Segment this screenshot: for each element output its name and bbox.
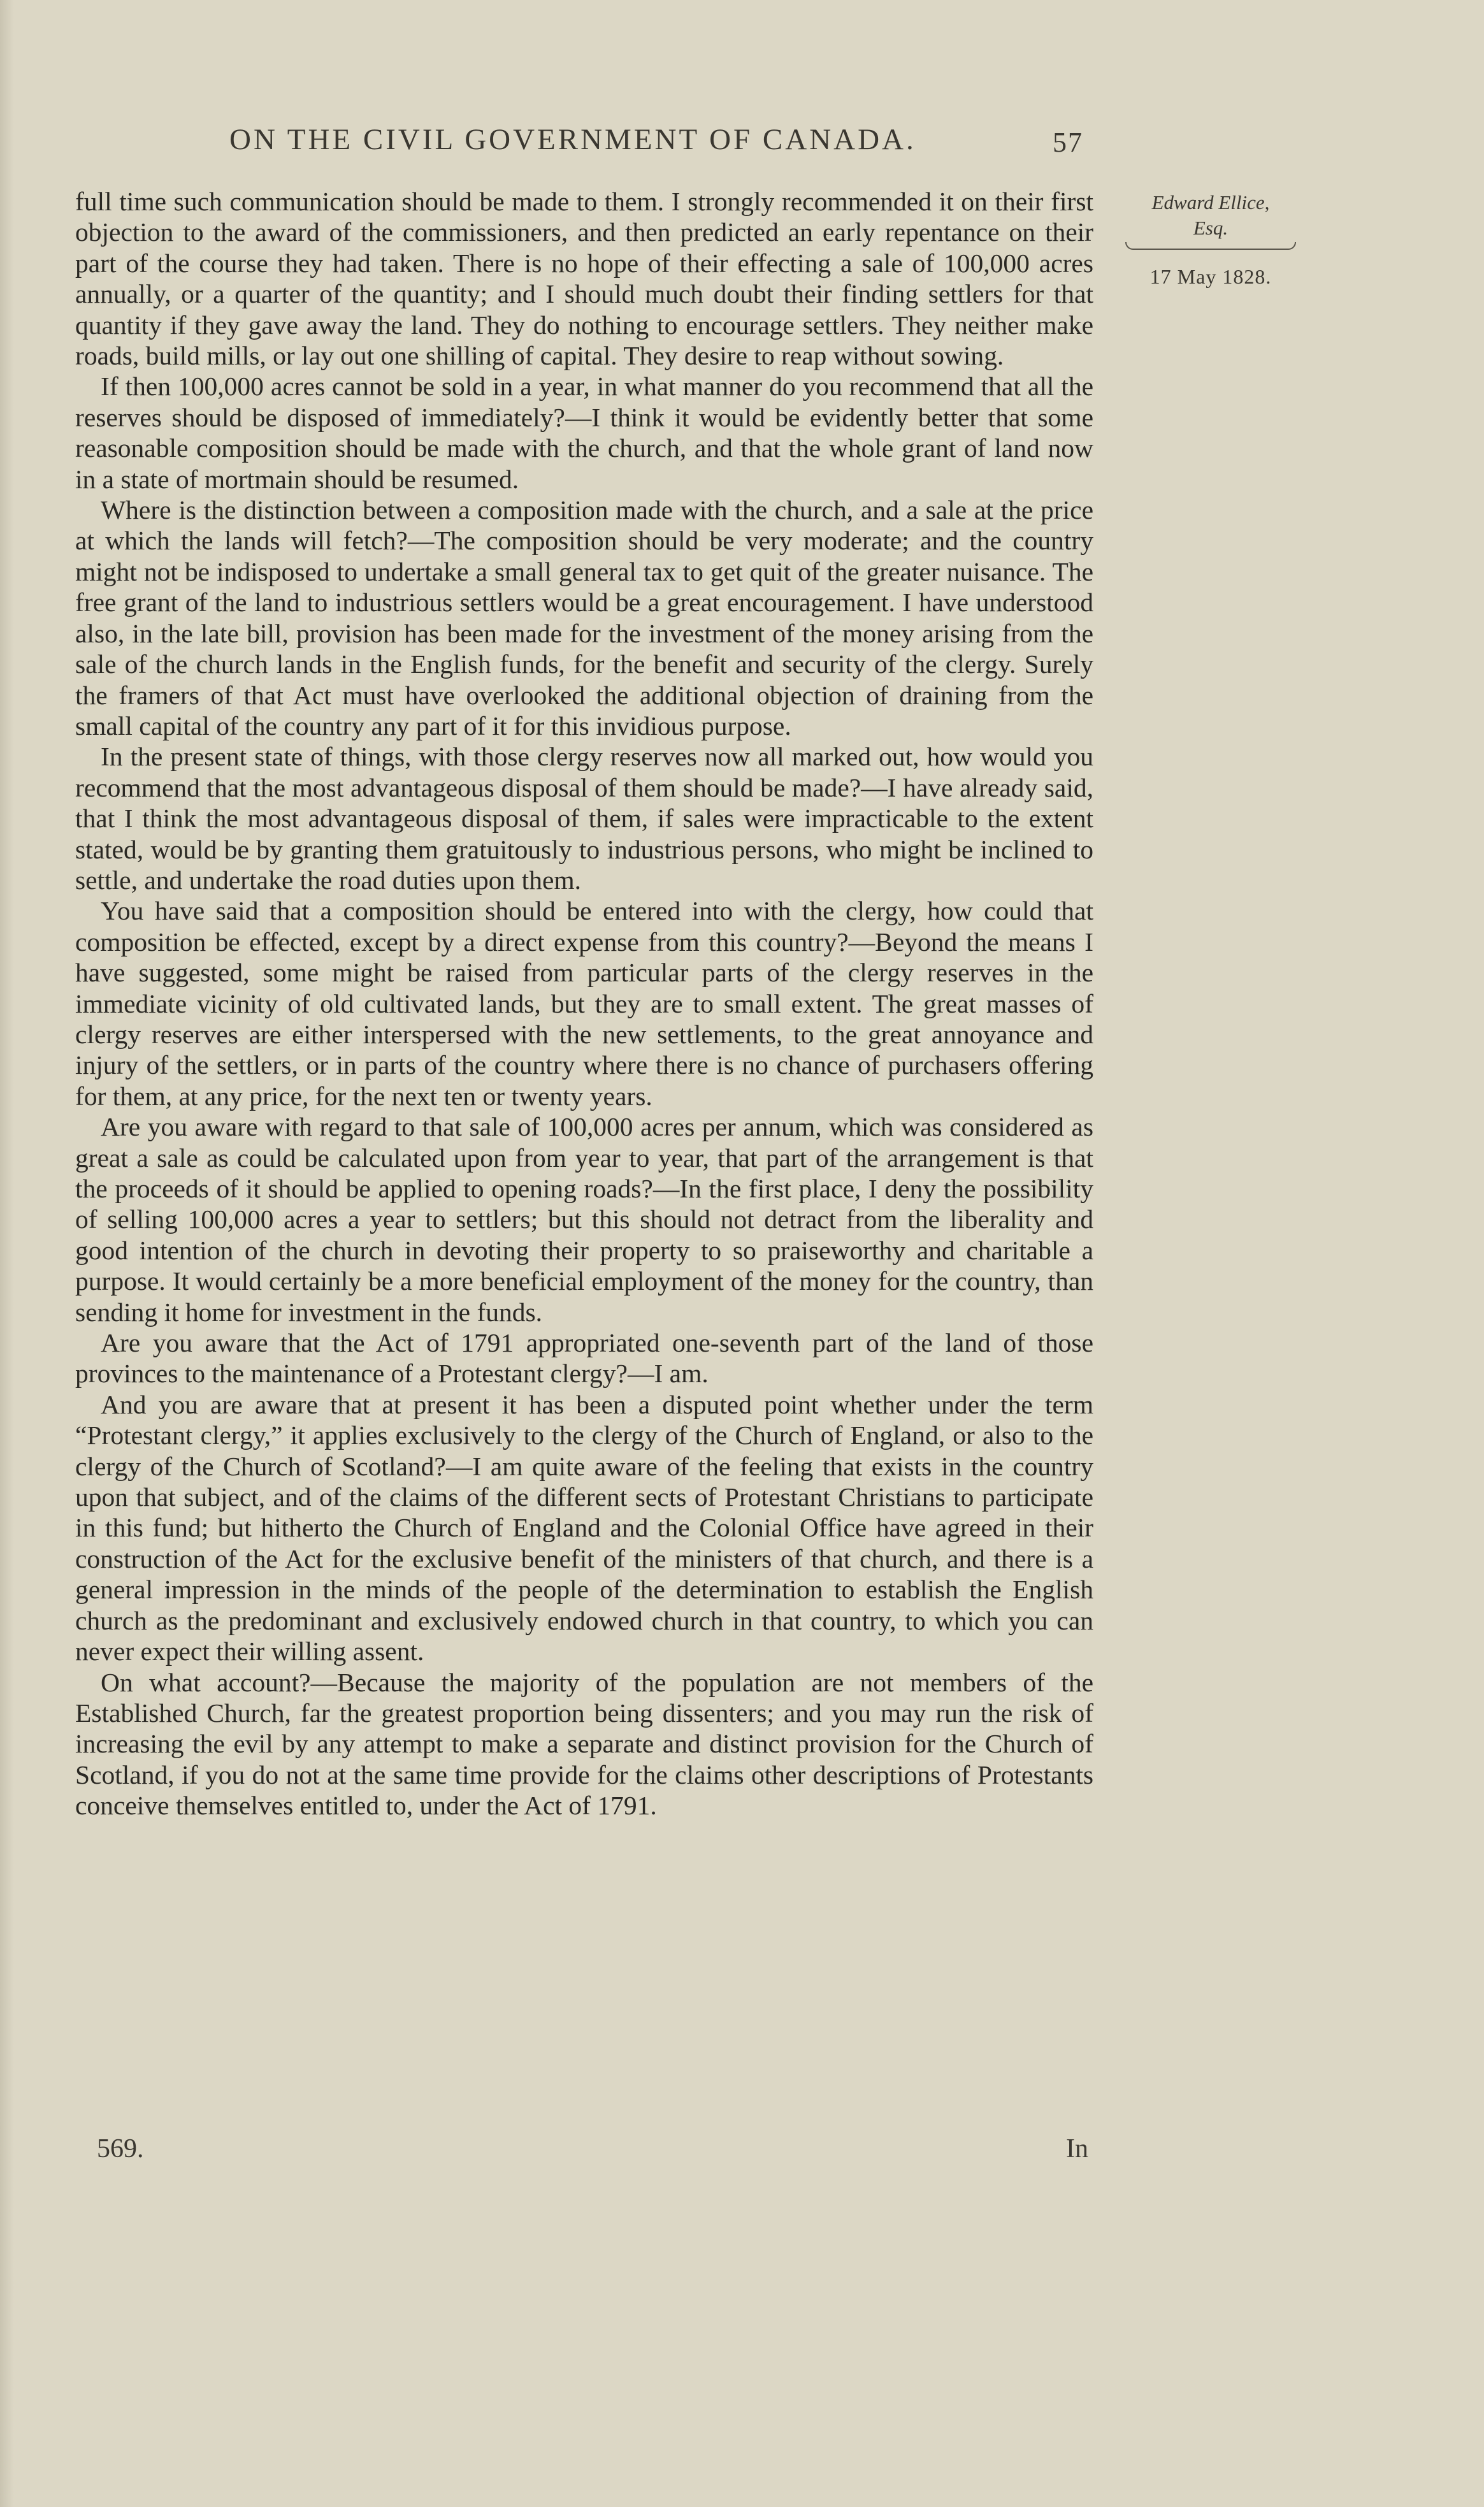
running-title: ON THE CIVIL GOVERNMENT OF CANADA. (229, 123, 916, 156)
page-edge-shadow (0, 0, 14, 2507)
page-footer (97, 2134, 1088, 2172)
body-text (75, 186, 1093, 1821)
paragraph-2: If then 100,000 acres cannot be sold in a year, in what manner do you recommend that all the reserves should be disposed of immediately?—I think it would be evidently better that some reasonable composition should be made with the church, and that the whole grant of land now in a state of mortmain should be resumed. (75, 372, 1093, 494)
page-number: 57 (1053, 127, 1083, 158)
margin-note (1121, 190, 1300, 289)
testimony-date: 17 May 1828. (1149, 265, 1272, 288)
paragraph-7: Are you aware that the Act of 1791 appropriated one-seventh part of the land of those provinces to the maintenance of a Protestant clergy?—I am. (75, 1328, 1093, 1389)
paragraph-4: In the present state of things, with those clergy reserves now all marked out, how would you recommend that the most advantageous disposal of them should be made?—I have already said, that I think the most advantageous disposal of them, if sales were impracticable to the extent stated, would be by granting them gratuitously to industrious persons, who might be inclined to settle, and undertake the road duties upon them. (75, 742, 1093, 895)
paragraph-3: Where is the distinction between a composition made with the church, and a sale at the price at which the lands will fetch?—The composition should be very moderate; and the country might not be indisposed to undertake a small general tax to get quit of the greater nuisance. The free grant of the land to industrious settlers would be a great encouragement. I have understood also, in the late bill, provision has been made for the investment of the money arising from the sale of the church lands in the English funds, for the benefit and security of the clergy. Surely the framers of that Act must have overlooked the additional objection of draining from the small capital of the country any part of it for this invidious purpose. (75, 495, 1093, 741)
paragraph-9: On what account?—Because the majority of the population are not members of the Established Church, far the greatest proportion being dissenters; and you may run the risk of increasing the evil by any attempt to make a separate and distinct provision for the Church of Scotland, if you do not at the same time provide for the claims other descriptions of Protestants conceive themselves entitled to, under the Act of 1791. (75, 1667, 1093, 1821)
catchword: In (1066, 2134, 1088, 2164)
paragraph-5: You have said that a composition should be entered into with the clergy, how could that composition be effected, except by a direct expense from this country?—Beyond the means I have suggested, some might be raised from particular parts of the clergy reserves in the immediate vicinity of old cultivated lands, but they are to small extent. The great masses of clergy reserves are either interspersed with the new settlements, to the great annoyance and injury of the settlers, or in parts of the country where there is no chance of purchasers offering for them, at any price, for the next ten or twenty years. (75, 896, 1093, 1111)
paragraph-8: And you are aware that at present it has been a disputed point whether under the term “Protestant clergy,” it applies exclusively to the clergy of the Church of England, or also to the clergy of the Church of Scotland?—I am quite aware of the feeling that exists in the country upon that subject, and of the claims of the different sects of Protestant Christians to participate in this fund; but hitherto the Church of England and the Colonial Office have agreed in their construction of the Act for the exclusive benefit of the ministers of that church, and there is a general impression in the minds of the people of the determination to establish the English church as the predominant and exclusively endowed church in that country, to which you can never expect their willing assent. (75, 1389, 1093, 1666)
brace-mark (1125, 242, 1296, 250)
paragraph-1: full time such communication should be made to them. I strongly recommended it on their first objection to the award of the commissioners, and then predicted an early repentance on their part of the course they had taken. There is no hope of their effecting a sale of 100,000 acres annually, or a quarter of the quantity; and I should much doubt their finding settlers for that quantity if they gave away the land. They do nothing to encourage settlers. They neither make roads, build mills, or lay out one shilling of capital. They desire to reap without sowing. (75, 187, 1093, 371)
witness-title: Esq. (1193, 217, 1228, 239)
running-head (229, 122, 1083, 167)
signature-mark: 569. (97, 2134, 144, 2164)
witness-name: Edward Ellice, (1151, 191, 1270, 213)
paragraph-6: Are you aware with regard to that sale of 100,000 acres per annum, which was considered as great a sale as could be calculated upon from year to year, that part of the arrangement is that the proceeds of it should be applied to opening roads?—In the first place, I deny the possibility of selling 100,000 acres a year to settlers; but this should not detract from the liberality and good intention of the church in devoting their property to so praiseworthy and charitable a purpose. It would certainly be a more beneficial employment of the money for the country, than sending it home for investment in the funds. (75, 1112, 1093, 1327)
